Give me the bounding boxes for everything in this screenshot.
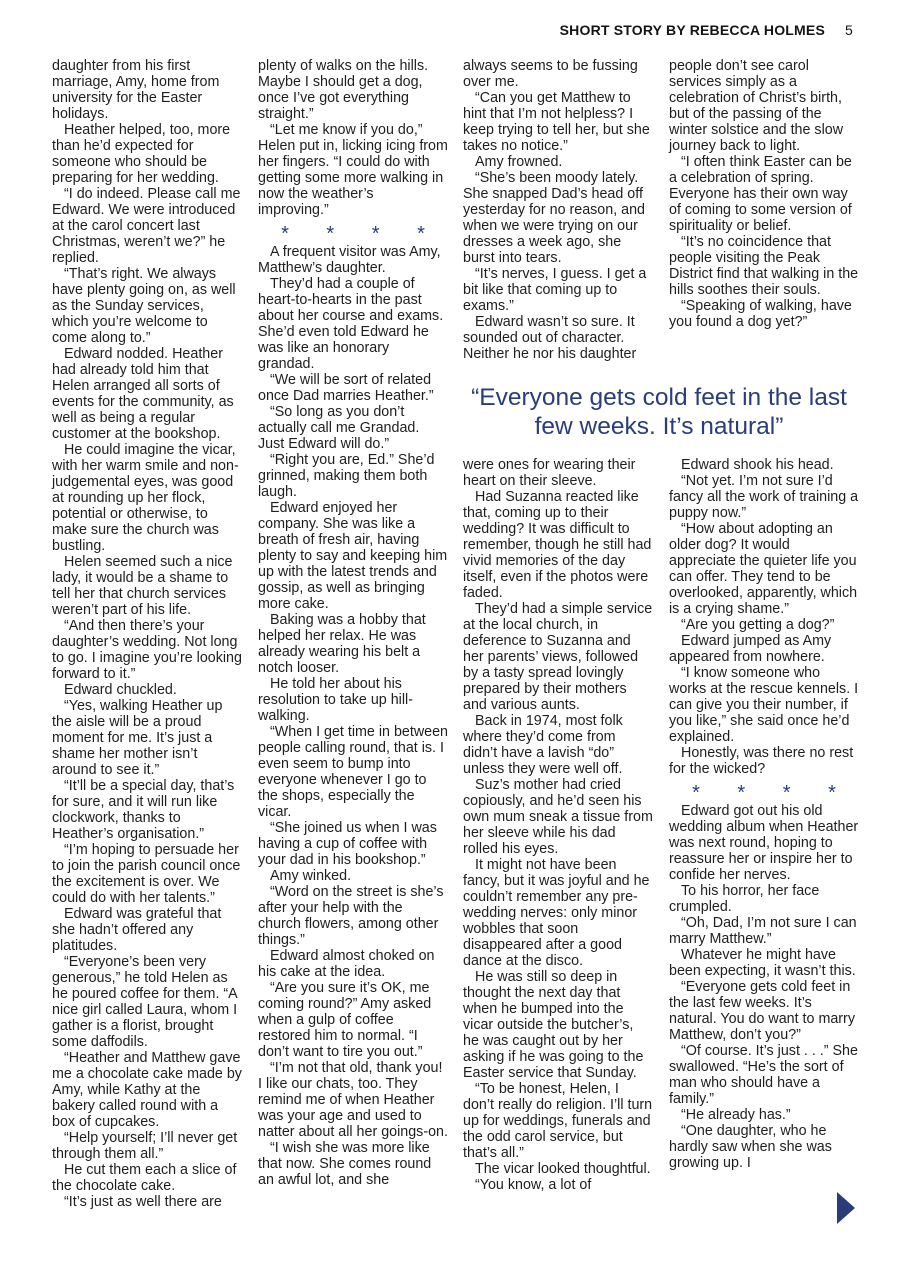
column-1 [52, 58, 242, 1210]
paragraph: “Word on the street is she’s after your help with the church flowers, among other things.” [258, 884, 444, 948]
paragraph: “Are you sure it’s OK, me coming round?” Amy asked when a gulp of coffee restored him to normal. “I don’t want to tire you out.” [258, 980, 432, 1060]
paragraph: always seems to be fussing over me. [463, 58, 638, 90]
paragraph: Edward almost choked on his cake at the idea. [258, 948, 435, 980]
paragraph: Baking was a hobby that helped her relax. He was already wearing his belt a notch looser. [258, 612, 426, 676]
paragraph: “It’s no coincidence that people visiting the Peak District find that walking in the hills soothes their souls. [669, 234, 859, 298]
paragraph: Back in 1974, most folk where they’d come from didn’t have a lavish “do” unless they were well off. [463, 713, 623, 777]
paragraph: Whatever he might have been expecting, it wasn’t this. [669, 947, 856, 979]
paragraph: “She joined us when I was having a cup of coffee with your dad in his bookshop.” [258, 820, 437, 868]
paragraph: To his horror, her face crumpled. [669, 883, 820, 915]
paragraph: “I know someone who works at the rescue kennels. I can give you their number, if you like,” she said once he’d explained. [669, 665, 859, 745]
paragraph: “Yes, walking Heather up the aisle will be a proud moment for me. It’s just a shame her mother isn’t around to see it.” [52, 698, 223, 778]
paragraph: “I’m hoping to persuade her to join the parish council once the excitement is over. We could do with her talents.” [52, 842, 241, 906]
paragraph: “Right you are, Ed.” She’d grinned, making them both laugh. [258, 452, 435, 500]
pull-quote: “Everyone gets cold feet in the last few weeks. It’s natural” [471, 384, 847, 440]
paragraph: “It’s just as well there are [64, 1194, 222, 1210]
paragraph: “When I get time in between people calling round, that is. I even seem to bump into everyone whenever I go to the shops, especially the vicar. [258, 724, 449, 820]
page-header [560, 22, 853, 38]
paragraph: “You know, a lot of [475, 1177, 592, 1193]
paragraph: “Not yet. I’m not sure I’d fancy all the work of training a puppy now.” [669, 473, 859, 521]
paragraph: Edward was grateful that she hadn’t offered any platitudes. [52, 906, 222, 954]
paragraph: Edward got out his old wedding album when Heather was next round, hoping to reassure her or inspire her to confide her nerves. [669, 803, 859, 883]
paragraph: daughter from his first marriage, Amy, home from university for the Easter holidays. [52, 58, 220, 122]
paragraph: They’d had a couple of heart-to-hearts in the past about her course and exams. She’d even told Edward he was like an honorary grandad. [258, 276, 444, 372]
paragraph: Edward enjoyed her company. She was like a breath of fresh air, having plenty to say and keeping him up with the latest trends and gossip, as well as bringing more cake. [258, 500, 448, 612]
paragraph: “Everyone gets cold feet in the last few weeks. It’s natural. You do want to marry Matthew, don’t you?” [669, 979, 855, 1043]
paragraph: Suz’s mother had cried copiously, and he’d seen his own mum sneak a tissue from her sleeve while his dad rolled his eyes. [463, 777, 653, 857]
paragraph: They’d had a simple service at the local church, in deference to Suzanna and her parents’ views, followed by a tasty spread lovingly prepared by their mothers and various aunts. [463, 601, 653, 713]
paragraph: Helen seemed such a nice lady, it would be a shame to tell her that church services weren’t part of his life. [52, 554, 233, 618]
paragraph: The vicar looked thoughtful. [475, 1161, 651, 1177]
paragraph: Edward nodded. Heather had already told him that Helen arranged all sorts of events for the community, as well as being a regular customer at the bookshop. [52, 346, 234, 442]
paragraph: “We will be sort of related once Dad marries Heather.” [258, 372, 434, 404]
paragraph: “Speaking of walking, have you found a dog yet?” [669, 298, 852, 330]
paragraph: “I do indeed. Please call me Edward. We were introduced at the carol concert last Christmas, weren’t we?” he replied. [52, 186, 241, 266]
paragraph: “Oh, Dad, I’m not sure I can marry Matthew.” [669, 915, 857, 947]
paragraph: “That’s right. We always have plenty going on, as well as the Sunday services, which you’re welcome to come along to.” [52, 266, 236, 346]
paragraph: Heather helped, too, more than he’d expected for someone who should be preparing for her wedding. [52, 122, 231, 186]
paragraph: people don’t see carol services simply as a celebration of Christ’s birth, but of the passing of the winter solstice and the slow journey back to light. [669, 58, 844, 154]
paragraph: Had Suzanna reacted like that, coming up to their wedding? It was difficult to remember, though he still had vivid memories of the day itself, even if the photos were faded. [463, 489, 652, 601]
paragraph: Edward shook his head. [681, 457, 834, 473]
paragraph: were ones for wearing their heart on their sleeve. [463, 457, 636, 489]
paragraph: Amy winked. [270, 868, 352, 884]
paragraph: “Everyone’s been very generous,” he told Helen as he poured coffee for them. “A nice girl called Laura, whom I gather is a florist, brought some daffodils. [52, 954, 238, 1050]
column-3-top [463, 58, 653, 362]
paragraph: He cut them each a slice of the chocolate cake. [52, 1162, 237, 1194]
paragraph: A frequent visitor was Amy, Matthew’s daughter. [258, 244, 441, 276]
paragraph: It might not have been fancy, but it was joyful and he couldn’t remember any pre-wedding nerves: only minor wobbles that soon disappeared after a good dance at the disco. [463, 857, 650, 969]
column-2 [258, 58, 448, 1188]
column-4-top [669, 58, 859, 330]
paragraph: “Are you getting a dog?” [681, 617, 835, 633]
paragraph: plenty of walks on the hills. Maybe I should get a dog, once I’ve got everything straight.” [258, 58, 429, 122]
paragraph: “Let me know if you do,” Helen put in, licking icing from her fingers. “I could do with getting some more walking in now the weather’s improving.” [258, 122, 448, 218]
paragraph: Edward jumped as Amy appeared from nowhere. [669, 633, 832, 665]
story-title: SHORT STORY BY REBECCA HOLMES [559, 22, 825, 38]
paragraph: “It’s nerves, I guess. I get a bit like that coming up to exams.” [463, 266, 647, 314]
paragraph: “Of course. It’s just . . .” She swallowed. “He’s the sort of man who should have a family.” [669, 1043, 858, 1107]
paragraph: “I often think Easter can be a celebration of spring. Everyone has their own way of coming to some version of spirituality or belief. [669, 154, 852, 234]
paragraph: He told her about his resolution to take up hill-walking. [258, 676, 413, 724]
paragraph: “Heather and Matthew gave me a chocolate cake made by Amy, while Kathy at the bakery called round with a box of cupcakes. [52, 1050, 242, 1130]
column-3-bottom [463, 457, 653, 1193]
paragraph: “One daughter, who he hardly saw when she was growing up. I [669, 1123, 832, 1171]
paragraph: “So long as you don’t actually call me Grandad. Just Edward will do.” [258, 404, 420, 452]
continue-arrow-icon [837, 1192, 855, 1224]
page-number: 5 [845, 22, 853, 38]
section-break-stars: * * * * [281, 223, 441, 245]
paragraph: “I wish she was more like that now. She comes round an awful lot, and she [258, 1140, 432, 1188]
paragraph: “And then there’s your daughter’s wedding. Not long to go. I imagine you’re looking forward to it.” [52, 618, 242, 682]
paragraph: Edward wasn’t so sure. It sounded out of character. Neither he nor his daughter [463, 314, 637, 362]
column-4-bottom [669, 457, 859, 1171]
paragraph: He could imagine the vicar, with her warm smile and non-judgemental eyes, was good at rounding up her flock, potential or otherwise, to make sure the church was bustling. [52, 442, 239, 554]
paragraph: He was still so deep in thought the next day that when he bumped into the vicar outside the butcher’s, he was caught out by her asking if he was going to the Easter service that Sunday. [463, 969, 644, 1081]
paragraph: “How about adopting an older dog? It would appreciate the quieter life you can offer. They tend to be overlooked, apparently, which is a crying shame.” [669, 521, 858, 617]
section-break-stars: * * * * [692, 782, 852, 804]
paragraph: “It’ll be a special day, that’s for sure, and it will run like clockwork, thanks to Heather’s organisation.” [52, 778, 235, 842]
paragraph: “He already has.” [681, 1107, 791, 1123]
paragraph: Edward chuckled. [64, 682, 177, 698]
paragraph: “I’m not that old, thank you! I like our chats, too. They remind me of when Heather was your age and used to natter about all her goings-on. [258, 1060, 448, 1140]
paragraph: “Can you get Matthew to hint that I’m not helpless? I keep trying to tell her, but she takes no notice.” [463, 90, 650, 154]
paragraph: “To be honest, Helen, I don’t really do religion. I’ll turn up for weddings, funerals and the odd carol service, but that’s all.” [463, 1081, 653, 1161]
paragraph: “She’s been moody lately. She snapped Dad’s head off yesterday for no reason, and when we were trying on our dresses a week ago, she burst into tears. [463, 170, 645, 266]
paragraph: Amy frowned. [475, 154, 563, 170]
paragraph: Honestly, was there no rest for the wicked? [669, 745, 854, 777]
paragraph: “Help yourself; I’ll never get through them all.” [52, 1130, 238, 1162]
